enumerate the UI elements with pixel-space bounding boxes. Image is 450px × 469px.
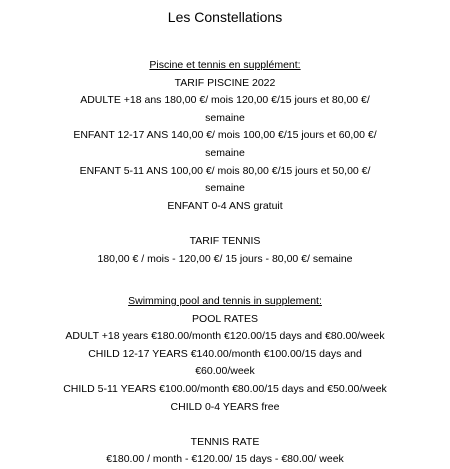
english-heading: Swimming pool and tennis in supplement: [128, 295, 322, 307]
french-tennis-heading: TARIF TENNIS [189, 234, 261, 247]
english-tennis-line: €180.00 / month - €120.00/ 15 days - €80.00/ week [106, 453, 344, 466]
english-pool-line: €60.00/week [195, 365, 255, 378]
english-pool-line: ADULT +18 years €180.00/month €120.00/15 days and €80.00/week [65, 330, 385, 343]
french-heading: Piscine et tennis en supplément: [149, 59, 301, 71]
english-section [20, 293, 430, 469]
french-tennis-line: 180,00 € / mois - 120,00 €/ 15 jours - 80,00 €/ semaine [97, 252, 353, 265]
english-pool-line: CHILD 5-11 YEARS €100.00/month €80.00/15 days and €50.00/week [63, 382, 387, 395]
french-pool-line: semaine [205, 182, 245, 195]
english-tennis-heading: TENNIS RATE [190, 435, 260, 448]
french-pool-line: ENFANT 5-11 ANS 100,00 €/ mois 80,00 €/15 jours et 50,00 €/ [79, 164, 371, 177]
french-pool-line: ADULTE +18 ans 180,00 €/ mois 120,00 €/15 jours et 80,00 €/ [80, 94, 370, 107]
english-pool-line: CHILD 0-4 YEARS free [170, 400, 280, 413]
french-pool-line: semaine [205, 146, 245, 159]
english-pool-line: CHILD 12-17 YEARS €140.00/month €100.00/15 days and [88, 347, 362, 360]
spacer [20, 215, 430, 233]
spacer [20, 416, 430, 434]
document-title: Les Constellations [167, 9, 283, 25]
french-pool-heading: TARIF PISCINE 2022 [174, 76, 276, 89]
french-pool-line: ENFANT 0-4 ANS gratuit [167, 199, 283, 212]
french-pool-line: semaine [205, 111, 245, 124]
french-pool-line: ENFANT 12-17 ANS 140,00 €/ mois 100,00 €/15 jours et 60,00 €/ [73, 129, 377, 142]
french-section [20, 57, 430, 268]
english-pool-heading: POOL RATES [192, 312, 258, 325]
